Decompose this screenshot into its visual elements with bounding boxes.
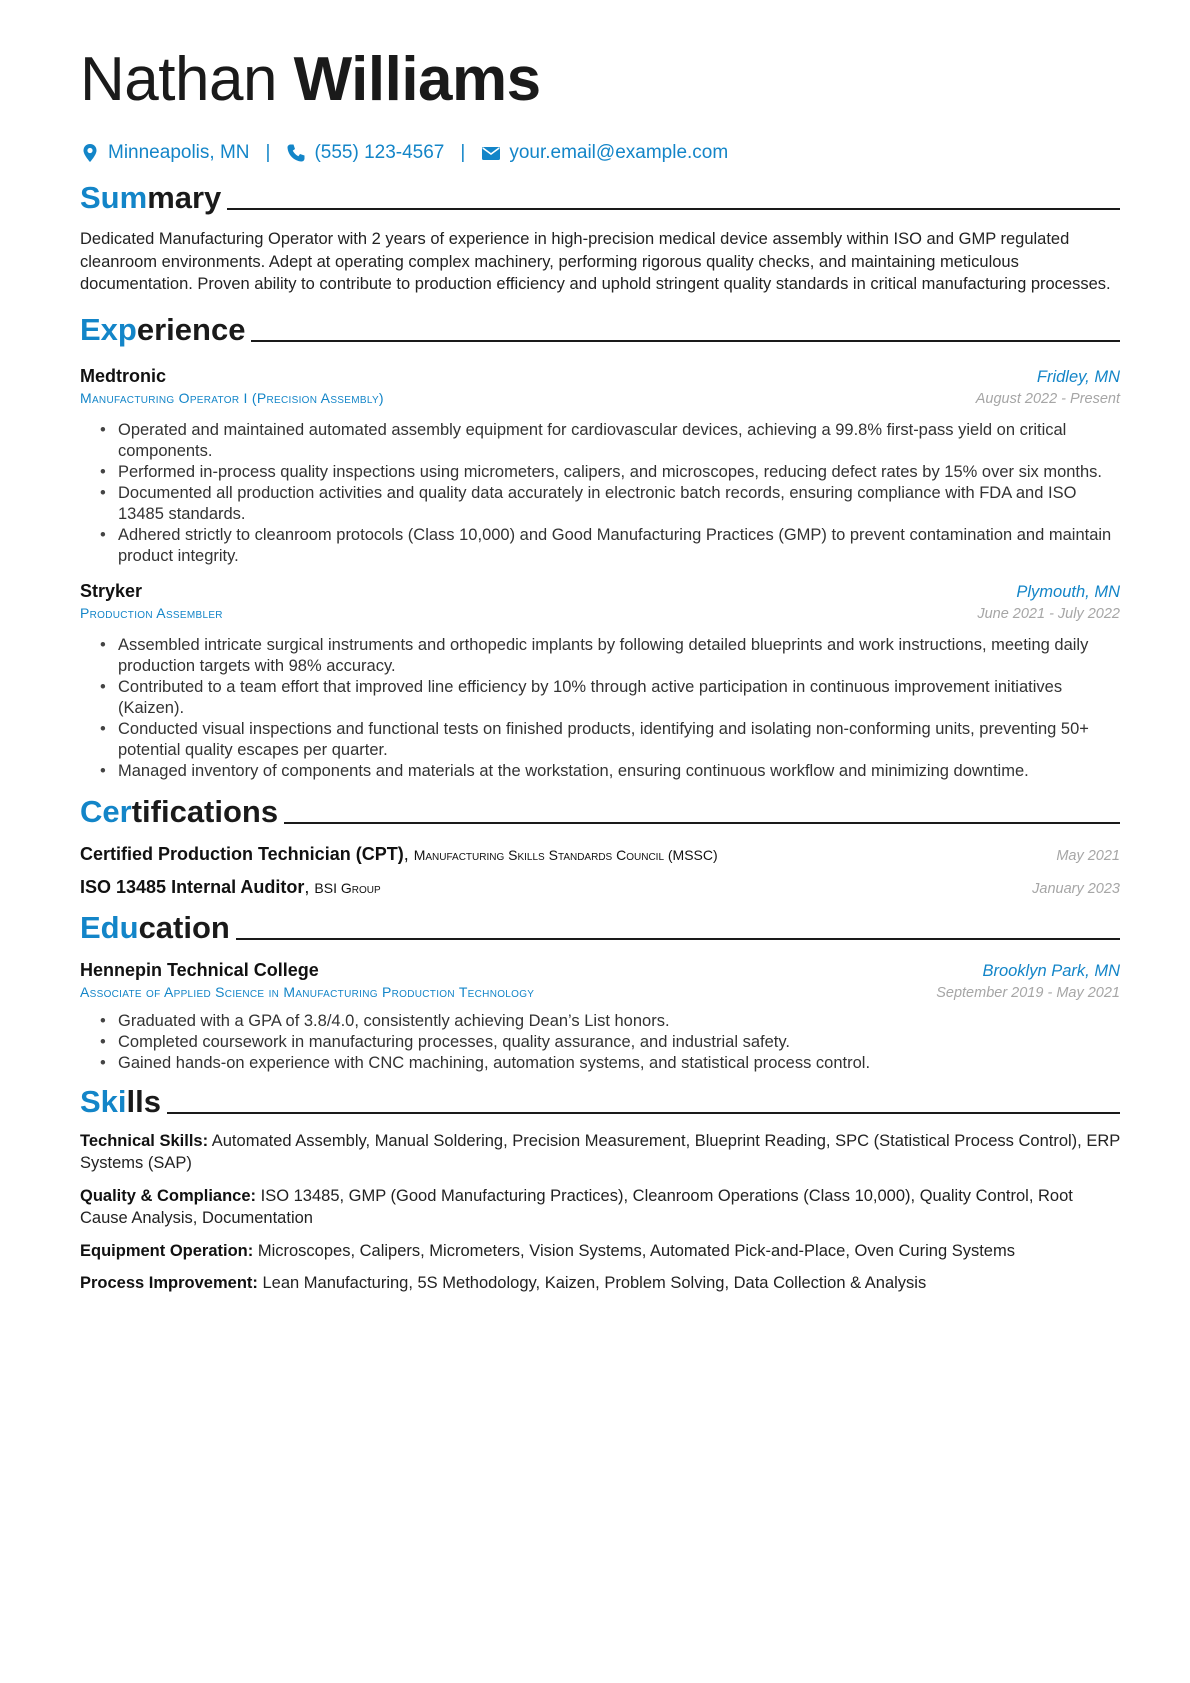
job-bullets — [80, 420, 1120, 567]
list-item: • Managed inventory of components and materials at the workstation, ensuring continuous workflow and minimizing downtime. — [100, 761, 1120, 782]
summary-text: Dedicated Manufacturing Operator with 2 years of experience in high-precision medical device assembly within ISO and GMP regulated cleanroom environments. Adept at operating complex machinery, performing rigorous quality checks, and maintaining meticulous documentation. Proven ability to contribute to production efficiency and uphold stringent quality standards in critical manufacturing processes. — [80, 230, 1111, 293]
list-item: • Documented all production activities and quality data accurately in electronic batch records, ensuring compliance with FDA and ISO 13485 standards. — [100, 483, 1120, 525]
email-link[interactable]: your.email@example.com — [509, 142, 729, 163]
section-divider — [236, 938, 1120, 940]
skill-values: Automated Assembly, Manual Soldering, Precision Measurement, Blueprint Reading, SPC (Statistical Process Control), ERP Systems (SAP) — [80, 1131, 1120, 1172]
job-title: Production Assembler — [80, 604, 223, 621]
certification-name: Certified Production Technician (CPT) — [80, 843, 404, 864]
certifications-section-header — [80, 790, 1120, 830]
section-divider — [284, 822, 1120, 824]
list-item: • Graduated with a GPA of 3.8/4.0, consistently achieving Dean’s List honors. — [100, 1011, 1120, 1032]
section-title: Certifications — [80, 793, 279, 829]
certification-item: Certified Production Technician (CPT), Manufacturing Skills Standards Council (MSSC) May 2021 — [80, 843, 1120, 864]
section-title: Education — [80, 909, 230, 945]
phone-text[interactable]: (555) 123-4567 — [314, 142, 445, 163]
certification-issuer: Manufacturing Skills Standards Council (MSSC) — [413, 846, 718, 863]
job-dates: June 2021 - July 2022 — [977, 605, 1120, 622]
skill-label: Quality & Compliance: — [80, 1186, 257, 1205]
list-item: • Gained hands-on experience with CNC machining, automation systems, and statistical process control. — [100, 1053, 1120, 1074]
skill-line — [80, 1185, 1120, 1230]
education-dates: September 2019 - May 2021 — [936, 984, 1120, 1001]
map-pin-icon — [80, 143, 100, 163]
envelope-icon — [481, 143, 501, 163]
skills-section-header — [80, 1080, 1120, 1120]
location-text: Minneapolis, MN — [108, 142, 250, 163]
summary-section-header — [80, 176, 1120, 216]
section-divider — [167, 1112, 1120, 1114]
skill-label: Equipment Operation: — [80, 1241, 254, 1260]
contact-separator: | — [265, 142, 271, 163]
certification-item: ISO 13485 Internal Auditor, BSI Group January 2023 — [80, 876, 1120, 897]
section-divider — [227, 208, 1120, 210]
job-dates: August 2022 - Present — [975, 390, 1120, 407]
skill-values: Lean Manufacturing, 5S Methodology, Kaizen, Problem Solving, Data Collection & Analysis — [257, 1274, 927, 1292]
school-location: Brooklyn Park, MN — [982, 961, 1120, 980]
section-title: Skills — [80, 1083, 161, 1119]
certification-date: January 2023 — [1032, 880, 1120, 897]
experience-entry — [80, 366, 1120, 567]
list-item: • Operated and maintained automated assembly equipment for cardiovascular devices, achieving a 99.8% first-pass yield on critical components. — [100, 420, 1120, 462]
job-location: Plymouth, MN — [1016, 582, 1120, 601]
education-entry — [80, 960, 1120, 1074]
candidate-name — [80, 42, 1120, 118]
contact-bar — [80, 140, 1120, 166]
skill-label: Technical Skills: — [80, 1131, 209, 1150]
company-name: Stryker — [80, 580, 143, 601]
list-item: • Performed in-process quality inspections using micrometers, calipers, and microscopes, reducing defect rates by 15% over six months. — [100, 462, 1120, 483]
certification-date: May 2021 — [1056, 847, 1120, 864]
skill-line — [80, 1240, 1120, 1263]
section-title: Experience — [80, 311, 246, 347]
school-name: Hennepin Technical College — [80, 959, 319, 980]
skill-values: ISO 13485, GMP (Good Manufacturing Practices), Cleanroom Operations (Class 10,000), Quality Control, Root Cause Analysis, Documentation — [80, 1186, 1073, 1227]
contact-location — [80, 142, 250, 164]
list-item: • Adhered strictly to cleanroom protocols (Class 10,000) and Good Manufacturing Practices (GMP) to prevent contamination and maintain product integrity. — [100, 525, 1120, 567]
skill-line — [80, 1130, 1120, 1175]
section-title: Summary — [80, 180, 222, 215]
education-section-header — [80, 906, 1120, 946]
contact-phone[interactable] — [286, 142, 444, 164]
skill-label: Process Improvement: — [80, 1274, 258, 1292]
company-name: Medtronic — [80, 365, 167, 386]
degree-title: Associate of Applied Science in Manufacturing Production Technology — [80, 983, 535, 1000]
phone-icon — [286, 143, 306, 163]
skill-line — [80, 1272, 1120, 1295]
certification-issuer: BSI Group — [314, 879, 381, 896]
contact-email[interactable] — [481, 142, 728, 164]
contact-separator: | — [460, 142, 466, 163]
job-location: Fridley, MN — [1036, 367, 1120, 386]
resume-page — [80, 42, 1120, 1295]
first-name: Nathan — [80, 45, 277, 114]
skill-values: Microscopes, Calipers, Micrometers, Vision Systems, Automated Pick-and-Place, Oven Curing Systems — [253, 1241, 1015, 1260]
experience-section-header — [80, 308, 1120, 348]
job-bullets — [80, 635, 1120, 782]
list-item: • Completed coursework in manufacturing processes, quality assurance, and industrial safety. — [100, 1032, 1120, 1053]
list-item: • Assembled intricate surgical instruments and orthopedic implants by following detailed blueprints and work instructions, meeting daily production targets with 98% accuracy. — [100, 635, 1120, 677]
certification-name: ISO 13485 Internal Auditor — [80, 876, 305, 897]
job-title: Manufacturing Operator I (Precision Assembly) — [80, 389, 384, 406]
list-item: • Conducted visual inspections and functional tests on finished products, identifying and isolating non-conforming units, preventing 50+ potential quality escapes per quarter. — [100, 719, 1120, 761]
last-name: Williams — [293, 45, 541, 114]
education-bullets — [80, 1011, 1120, 1074]
experience-entry — [80, 581, 1120, 782]
section-divider — [251, 340, 1120, 342]
list-item: • Contributed to a team effort that improved line efficiency by 10% through active participation in continuous improvement initiatives (Kaizen). — [100, 677, 1120, 719]
